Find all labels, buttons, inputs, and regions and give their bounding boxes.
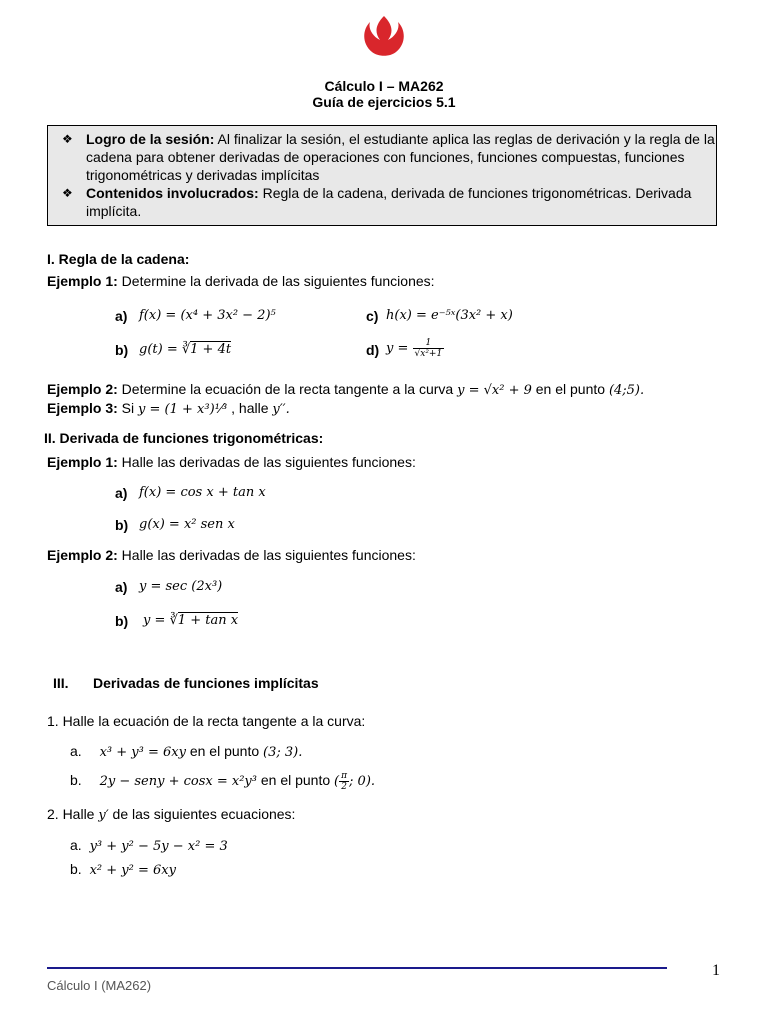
diamond-bullet-icon: ❖ (62, 186, 73, 200)
footer-rule (47, 967, 667, 969)
s1-ejemplo-2: Ejemplo 2: Determine la ecuación de la recta tangente a la curva y = √x² + 9 en el punto (4;5). (47, 381, 645, 398)
s2-a-label: a) (115, 485, 128, 501)
s2-a-expr: f(x) = cos x + tan x (139, 485, 266, 500)
upc-logo (358, 14, 410, 64)
s1-ejemplo-1: Ejemplo 1: Determine la derivada de las siguientes funciones: (47, 273, 435, 289)
page-number: 1 (712, 962, 720, 979)
s2-b-label: b) (115, 517, 129, 533)
s2-ejemplo-2: Ejemplo 2: Halle las derivadas de las siguientes funciones: (47, 547, 416, 563)
s1-c-label: c) (366, 308, 379, 324)
s2-c-expr: y = sec (2x³) (139, 579, 223, 594)
section-2-heading: II. Derivada de funciones trigonométricas: (44, 430, 324, 446)
s2-ejemplo-1: Ejemplo 1: Halle las derivadas de las siguientes funciones: (47, 454, 416, 470)
s1-d-label: d) (366, 342, 380, 358)
s3-question-2: 2. Halle y′ de las siguientes ecuaciones: (47, 806, 296, 823)
s3-q2b: b. x² + y² = 6xy (70, 861, 176, 878)
contenidos-label: Contenidos involucrados: (86, 185, 259, 201)
s3-q1a: a. x³ + y³ = 6xy en el punto (3; 3). (70, 743, 303, 760)
s1-c-expr: h(x) = e⁻⁵ˣ(3x² + x) (386, 308, 513, 323)
s1-a-label: a) (115, 308, 128, 324)
guide-title: Guía de ejercicios 5.1 (312, 94, 456, 110)
s1-d-expr: y = $\frac{1}{\text{√x²+1}}$ (386, 338, 443, 359)
section-3-numeral: III. (53, 675, 69, 691)
s3-q2a: a. y³ + y² − 5y − x² = 3 (70, 837, 228, 854)
session-goal-box (47, 125, 717, 226)
s3-question-1: 1. Halle la ecuación de la recta tangente a la curva: (47, 713, 366, 729)
s3-q1b: b. 2y − seny + cosx = x²y³ en el punto ( $\frac{\pi}{2}$ ; 0). (70, 771, 376, 792)
s1-b-label: b) (115, 342, 129, 358)
s2-d-expr: y = ∛1 + tan x (143, 613, 239, 628)
course-title: Cálculo I – MA262 (324, 78, 444, 94)
s1-a-expr: f(x) = (x⁴ + 3x² − 2)⁵ (139, 308, 276, 323)
logro-text: Al finalizar la sesión, el estudiante aplica las reglas de derivación y la regla de la cadena para obtener derivadas de operaciones con funciones, funciones compuestas, funciones trigonométricas y derivadas implícitas (86, 131, 715, 183)
section-1-heading: I. Regla de la cadena: (47, 251, 190, 267)
s1-b-expr: g(t) = ∛1 + 4t (139, 342, 232, 357)
diamond-bullet-icon: ❖ (62, 132, 73, 146)
s2-b-expr: g(x) = x² sen x (139, 517, 235, 532)
s1-ejemplo-3: Ejemplo 3: Si y = (1 + x³)¹⁄³ , halle y′′. (47, 400, 290, 417)
contenidos-text: Regla de la cadena, derivada de funciones trigonométricas. Derivada implícita. (86, 185, 692, 219)
s2-d-label: b) (115, 613, 129, 629)
footer-course: Cálculo I (MA262) (47, 978, 152, 993)
logro-label: Logro de la sesión: (86, 131, 215, 147)
section-3-heading: Derivadas de funciones implícitas (93, 675, 319, 691)
s2-c-label: a) (115, 579, 128, 595)
